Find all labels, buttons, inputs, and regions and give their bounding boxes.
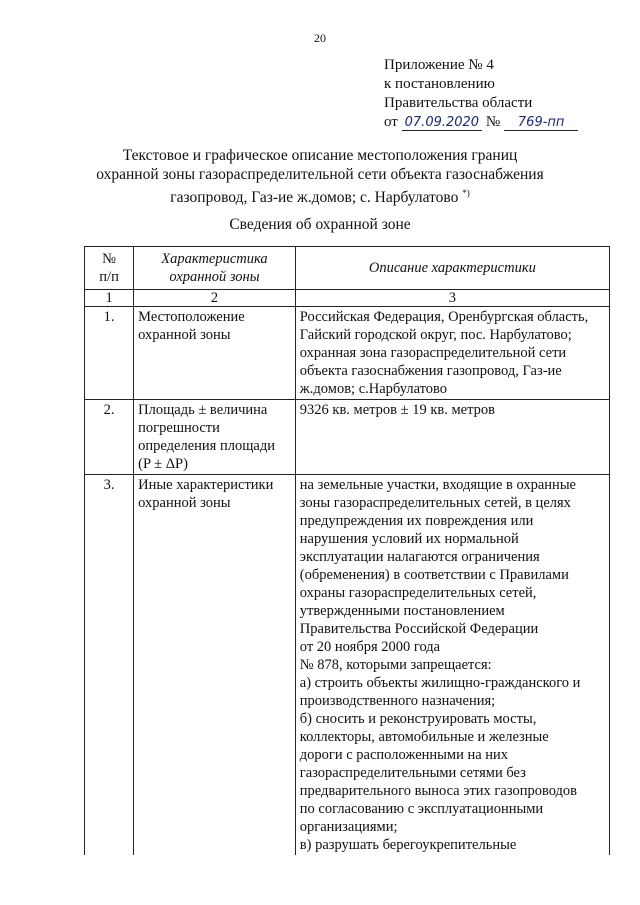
- cell-line: утвержденными постановлением: [299, 603, 505, 619]
- row-description: [295, 400, 609, 475]
- cell-line: зоны газораспределительных сетей, в целях: [299, 495, 571, 511]
- column-number-row: [85, 290, 610, 307]
- cell-line: погрешности: [138, 420, 220, 436]
- cell-line: Площадь ± величина: [138, 402, 268, 418]
- cell-line: а) строить объекты жилищно-гражданского и: [299, 675, 581, 691]
- header-text: Характеристика: [161, 251, 268, 267]
- header-cell-characteristic: [134, 247, 296, 290]
- cell-line: (P ± ΔP): [138, 456, 188, 472]
- cell-line: Правительства Российской Федерации: [299, 621, 539, 637]
- cell-line: Гайский городской округ, пос. Нарбулатово;: [299, 327, 572, 343]
- table-header-row: [85, 247, 610, 290]
- header-cell-description: Описание характеристики: [295, 247, 609, 290]
- cell-line: нарушения условий их нормальной: [299, 531, 519, 547]
- appendix-line: Правительства области: [384, 95, 533, 111]
- table-row: [85, 475, 610, 856]
- row-description: [295, 307, 609, 400]
- table-row: [85, 307, 610, 400]
- cell-line: охранной зоны: [138, 495, 231, 511]
- cell-line: по согласованию с эксплуатационными: [299, 801, 544, 817]
- cell-line: определения площади: [138, 438, 275, 454]
- title-line: [60, 184, 580, 207]
- appendix-line: Приложение № 4: [384, 57, 494, 73]
- footnote-mark: *): [462, 188, 470, 198]
- header-text: №: [102, 251, 116, 267]
- handwritten-number: 769-пп: [504, 115, 578, 131]
- row-description: [295, 475, 609, 856]
- cell-line: ж.домов; с.Нарбулатово: [299, 381, 448, 397]
- header-cell-number: [85, 247, 134, 290]
- number-label: №: [485, 114, 501, 130]
- section-subtitle: Сведения об охранной зоне: [229, 216, 411, 233]
- cell-line: от 20 ноября 2000 года: [299, 639, 441, 655]
- cell-line: объекта газоснабжения газопровод, Газ-ие: [299, 363, 562, 379]
- title-line: Текстовое и графическое описание местоположения границ: [122, 147, 518, 164]
- cell-line: Российская Федерация, Оренбургская область,: [299, 309, 589, 325]
- cell-line: Иные характеристики: [138, 477, 274, 493]
- page-number: 20: [314, 31, 326, 45]
- cell-line: газораспределительными сетями без: [299, 765, 526, 781]
- cell-line: предупреждения их повреждения или: [299, 513, 534, 529]
- cell-line: охранной зоны: [138, 327, 231, 343]
- cell-line: предварительного выноса этих газопроводов: [299, 783, 578, 799]
- title-line: охранной зоны газораспределительной сети объекта газоснабжения: [96, 166, 544, 183]
- column-number: 2: [134, 290, 296, 307]
- cell-line: Местоположение: [138, 309, 245, 325]
- zone-info-table: [84, 246, 610, 855]
- row-number: 1.: [85, 307, 134, 400]
- column-number: 3: [295, 290, 609, 307]
- column-number: 1: [85, 290, 134, 307]
- row-characteristic: [134, 400, 296, 475]
- document-title: [60, 146, 580, 207]
- row-number: 3.: [85, 475, 134, 856]
- table-row: [85, 400, 610, 475]
- cell-line: № 878, которыми запрещается:: [299, 657, 492, 673]
- cell-line: 9326 кв. метров ± 19 кв. метров: [299, 402, 495, 418]
- appendix-date-line: [384, 113, 578, 132]
- handwritten-date: 07.09.2020: [402, 115, 482, 131]
- row-number: 2.: [85, 400, 134, 475]
- cell-line: б) сносить и реконструировать мосты,: [299, 711, 537, 727]
- appendix-line: к постановлению: [384, 76, 495, 92]
- cell-line: в) разрушать берегоукрепительные: [299, 837, 517, 853]
- cell-line: дороги с расположенными на них: [299, 747, 509, 763]
- cell-line: организациями;: [299, 819, 398, 835]
- cell-line: производственного назначения;: [299, 693, 496, 709]
- title-text: газопровод, Газ-ие ж.домов; с. Нарбулатово: [170, 189, 459, 207]
- cell-line: охраны газораспределительных сетей,: [299, 585, 537, 601]
- cell-line: коллекторы, автомобильные и железные: [299, 729, 549, 745]
- header-text: п/п: [99, 269, 119, 285]
- cell-line: на земельные участки, входящие в охранные: [299, 477, 576, 493]
- cell-line: эксплуатации налагаются ограничения: [299, 549, 540, 565]
- cell-line: (обременения) в соответствии с Правилами: [299, 567, 569, 583]
- appendix-block: [384, 56, 578, 132]
- header-text: охранной зоны: [169, 269, 260, 285]
- from-label: от: [384, 114, 398, 130]
- cell-line: охранная зона газораспределительной сети: [299, 345, 567, 361]
- row-characteristic: [134, 307, 296, 400]
- row-characteristic: [134, 475, 296, 856]
